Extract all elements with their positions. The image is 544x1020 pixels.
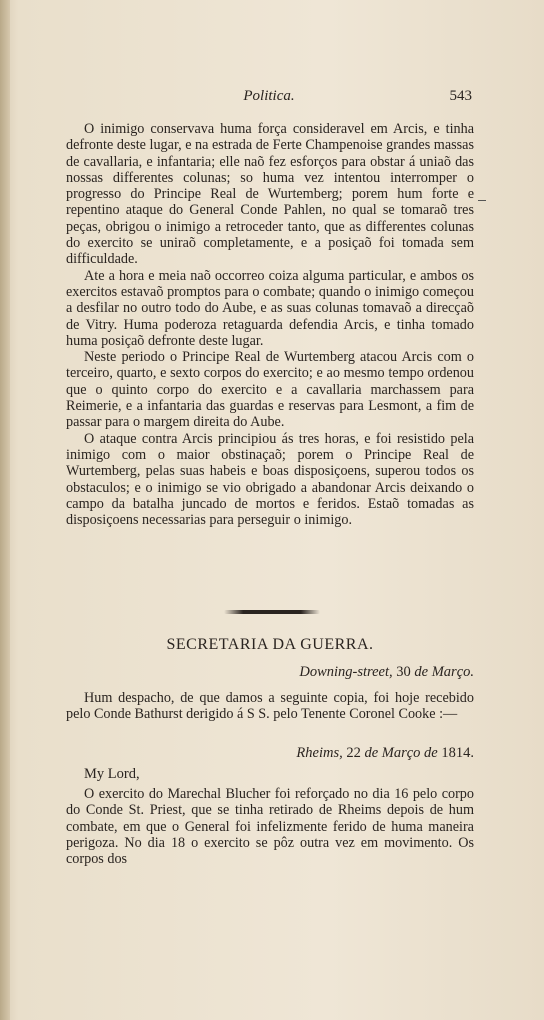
margin-mark (478, 200, 486, 201)
dateline-day: 22 (346, 745, 361, 761)
section-heading: SECRETARIA DA GUERRA. (166, 636, 374, 653)
dateline-day: 30 (396, 664, 411, 680)
dispatch-intro (66, 690, 474, 723)
paragraph: O inimigo conservava huma força consideravel em Arcis, e tinha defronte deste lugar, e na estrada de Ferte Champenoise grandes massas de cavallaria, e infantaria; elle naõ fez esforços para obstar á uniaõ das nossas differentes colunas; so huma vez intentou interromper o progresso do Principe Real de Wurtemberg; porem hum forte e repentino ataque do General Conde Pahlen, no qual se tomaraõ tres peças, obrigou o inimigo a retroceder tanto, que as differentes colunas do exercito se uniraõ completamente, e a posiçaõ foi tomada sem difficuldade. (66, 121, 474, 268)
paragraph: O exercito do Marechal Blucher foi reforçado no dia 16 pelo corpo do Conde St. Priest, que se tinha retirado de Rheims depois de hum combate, em que o General foi infelizmente ferido de huma maneira perigoza. No dia 18 o exercito se pôz outra vez em movimento. Os corpos dos (66, 786, 474, 868)
dateline-downing-street (66, 664, 474, 681)
dateline-place: Downing-street, (299, 664, 393, 680)
page-header (66, 88, 472, 110)
section-divider-rule (224, 610, 320, 614)
letter-body (66, 786, 474, 867)
dateline-rheims (66, 745, 474, 762)
letter-salutation: My Lord, (84, 766, 140, 782)
page-number: 543 (449, 88, 472, 104)
dateline-place: Rheims, (296, 745, 343, 761)
dateline-month: de Março. (414, 664, 474, 680)
book-spine-shadow (0, 0, 10, 1020)
article-body (66, 121, 474, 528)
paragraph: Ate a hora e meia naõ occorreo coiza alguma particular, e ambos os exercitos estavaõ promptos para o combate; quando o inimigo começou a desfilar no outro todo do Aube, e as suas colunas tomavaõ a direcçaõ de Vitry. Huma poderoza retaguarda defendia Arcis, e tinha tomado huma posiçaõ defronte deste lugar. (66, 267, 474, 349)
running-head: Politica. (243, 88, 295, 104)
dateline-year: 1814. (441, 745, 474, 761)
paragraph: O ataque contra Arcis principiou ás tres horas, e foi resistido pela inimigo com o maior obstinaçaõ; porem o Principe Real de Wurtemberg, pelas suas habeis e boas disposiçoens, superou todos os obstaculos; e o inimigo se vio obrigado a abandonar Arcis deixando o campo da batalha juncado de mortos e feridos. Estaõ tomadas as disposiçoens necessarias para perseguir o inimigo. (66, 430, 474, 529)
paragraph: Neste periodo o Principe Real de Wurtemberg atacou Arcis com o terceiro, quarto, e sexto corpos do exercito; e ao mesmo tempo ordenou que o quinto corpo do exercito e a cavallaria marchassem para Reimerie, e a infantaria das guardas e reservas para Lesmont, a fim de passar para o margem direita do Aube. (66, 349, 474, 431)
paragraph: Hum despacho, de que damos a seguinte copia, foi hoje recebido pelo Conde Bathurst derigido á S S. pelo Tenente Coronel Cooke :— (66, 690, 474, 723)
dateline-month: de Março de (364, 745, 438, 761)
